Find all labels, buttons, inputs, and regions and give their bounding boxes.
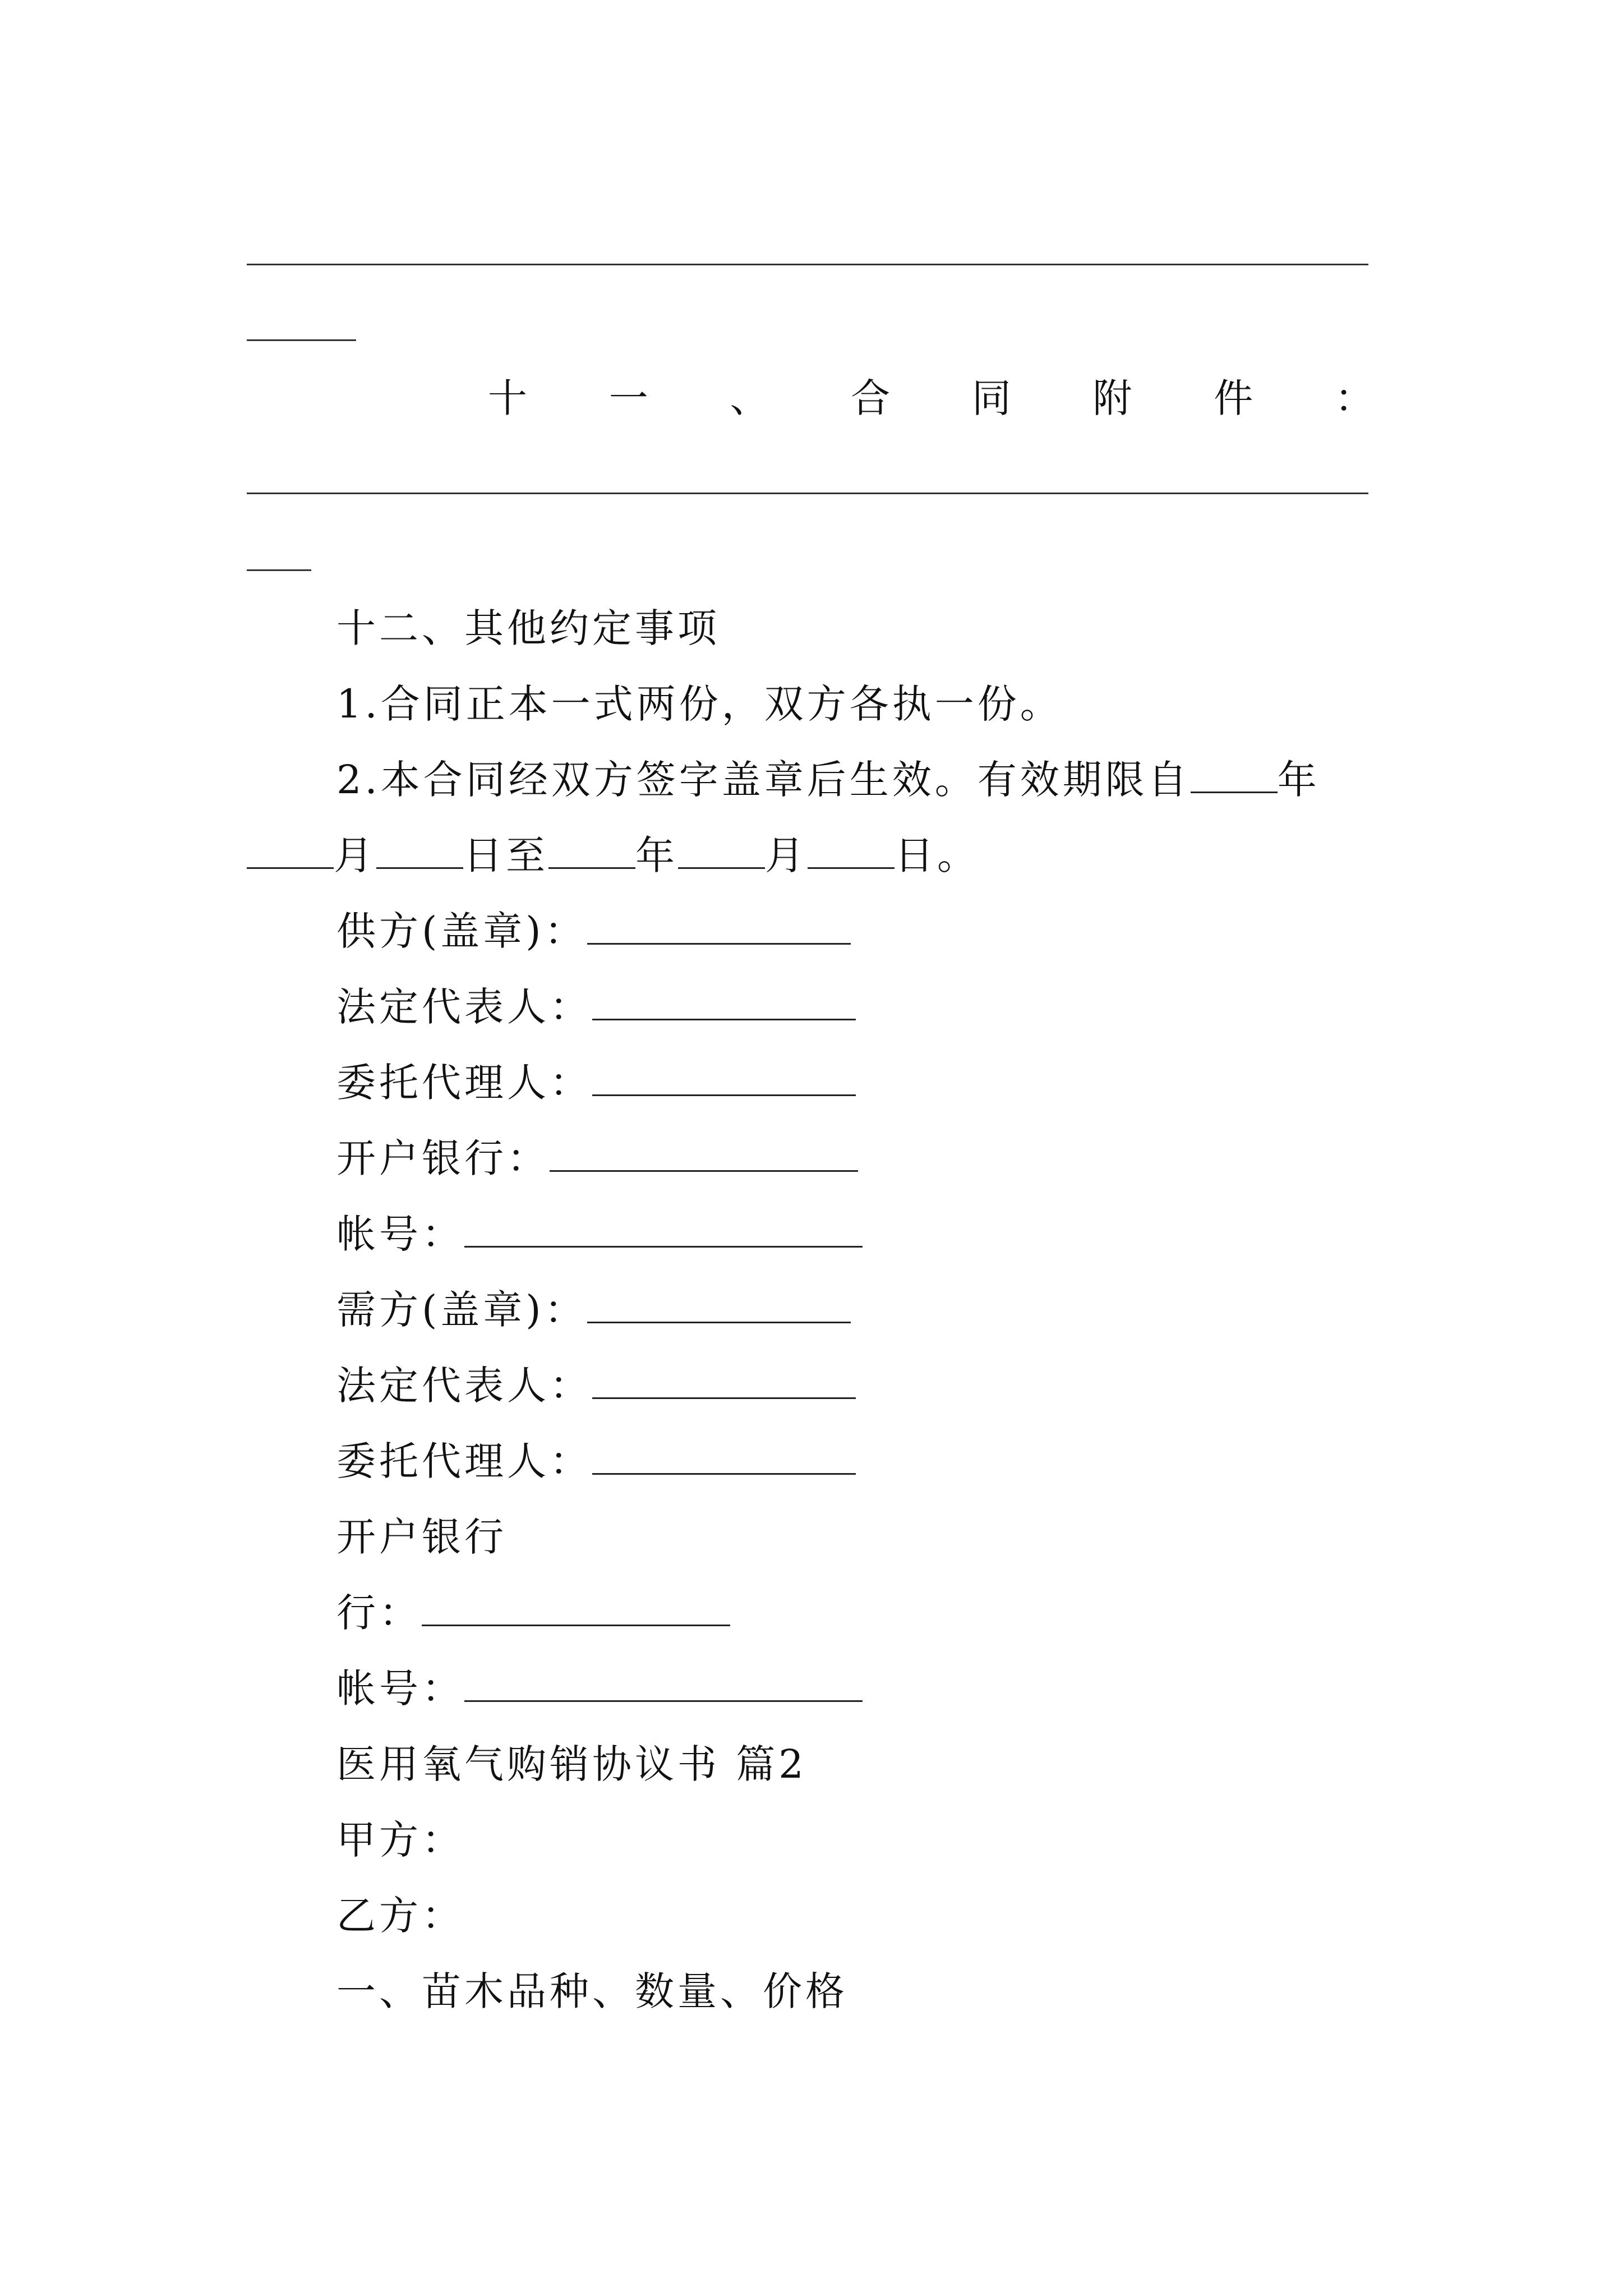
blank-field[interactable] xyxy=(808,832,895,869)
heading-char: 合 xyxy=(851,375,891,421)
date-label: 月 xyxy=(334,832,376,878)
fill-line xyxy=(247,493,1368,494)
fill-line xyxy=(247,569,311,571)
buyer-legal-rep-label: 法定代表人： xyxy=(336,1363,592,1409)
buyer-legal-rep-field[interactable] xyxy=(592,1363,856,1399)
date-label: 日。 xyxy=(895,832,980,878)
date-label: 日至 xyxy=(463,832,548,878)
buyer-agent-field[interactable] xyxy=(592,1438,856,1475)
buyer-account-row xyxy=(336,1663,863,1714)
buyer-seal-row xyxy=(336,1285,851,1335)
heading-char: ： xyxy=(1334,375,1374,421)
supplier-agent-field[interactable] xyxy=(592,1060,856,1096)
fill-line xyxy=(247,264,1368,265)
supplier-account-row xyxy=(336,1209,863,1259)
section-11-heading xyxy=(488,373,1374,424)
party-a-label: 甲方： xyxy=(336,1817,464,1863)
buyer-bank-field[interactable] xyxy=(422,1590,730,1626)
agreement-2-title: 医用氧气购销协议书 篇2 xyxy=(336,1741,807,1787)
blank-field[interactable] xyxy=(678,832,765,869)
blank-field[interactable] xyxy=(1191,757,1278,793)
supplier-bank-label: 开户银行： xyxy=(336,1135,550,1181)
buyer-legal-rep-row xyxy=(336,1360,856,1411)
heading-char: 附 xyxy=(1092,375,1132,421)
supplier-bank-field[interactable] xyxy=(550,1135,858,1172)
buyer-account-label: 帐号： xyxy=(336,1665,464,1711)
blank-field[interactable] xyxy=(247,832,334,869)
heading-char: 件 xyxy=(1214,375,1253,421)
heading-char: 同 xyxy=(971,375,1011,421)
buyer-agent-label: 委托代理人： xyxy=(336,1438,592,1484)
agreement-2-section-1: 一、苗木品种、数量、价格 xyxy=(336,1968,848,2014)
supplier-seal-field[interactable] xyxy=(587,908,851,945)
buyer-seal-field[interactable] xyxy=(587,1287,851,1323)
supplier-seal-label: 供方(盖章)： xyxy=(336,908,587,954)
supplier-legal-rep-label: 法定代表人： xyxy=(336,984,592,1030)
buyer-account-field[interactable] xyxy=(464,1665,863,1702)
heading-char: 一 xyxy=(608,375,648,421)
clause-2-dates xyxy=(247,830,980,881)
section-12-heading: 十二、其他约定事项 xyxy=(336,605,720,651)
blank-field[interactable] xyxy=(548,832,635,869)
date-label: 月 xyxy=(765,832,808,878)
heading-char: 、 xyxy=(730,375,769,421)
buyer-seal-label: 需方(盖章)： xyxy=(336,1287,587,1333)
fill-line xyxy=(247,339,356,341)
supplier-account-label: 帐号： xyxy=(336,1211,464,1257)
blank-field[interactable] xyxy=(376,832,463,869)
supplier-bank-row xyxy=(336,1133,858,1184)
heading-char: 十 xyxy=(488,375,527,421)
supplier-legal-rep-field[interactable] xyxy=(592,984,856,1020)
clause-2 xyxy=(336,754,1320,805)
party-b-label: 乙方： xyxy=(336,1893,464,1939)
buyer-agent-row xyxy=(336,1436,856,1487)
buyer-bank-label-2: 行： xyxy=(336,1590,422,1636)
supplier-account-field[interactable] xyxy=(464,1211,863,1248)
buyer-bank-label-1: 开户银行 xyxy=(336,1514,507,1560)
supplier-seal-row xyxy=(336,906,851,956)
clause-1: 1.合同正本一式两份，双方各执一份。 xyxy=(336,681,1063,727)
date-label: 年 xyxy=(635,832,678,878)
supplier-legal-rep-row xyxy=(336,982,856,1032)
supplier-agent-row xyxy=(336,1057,856,1108)
clause-2-text: 2.本合同经双方签字盖章后生效。有效期限自 xyxy=(336,757,1191,803)
clause-2-year: 年 xyxy=(1277,757,1320,803)
buyer-bank-row xyxy=(336,1588,730,1638)
supplier-agent-label: 委托代理人： xyxy=(336,1060,592,1106)
